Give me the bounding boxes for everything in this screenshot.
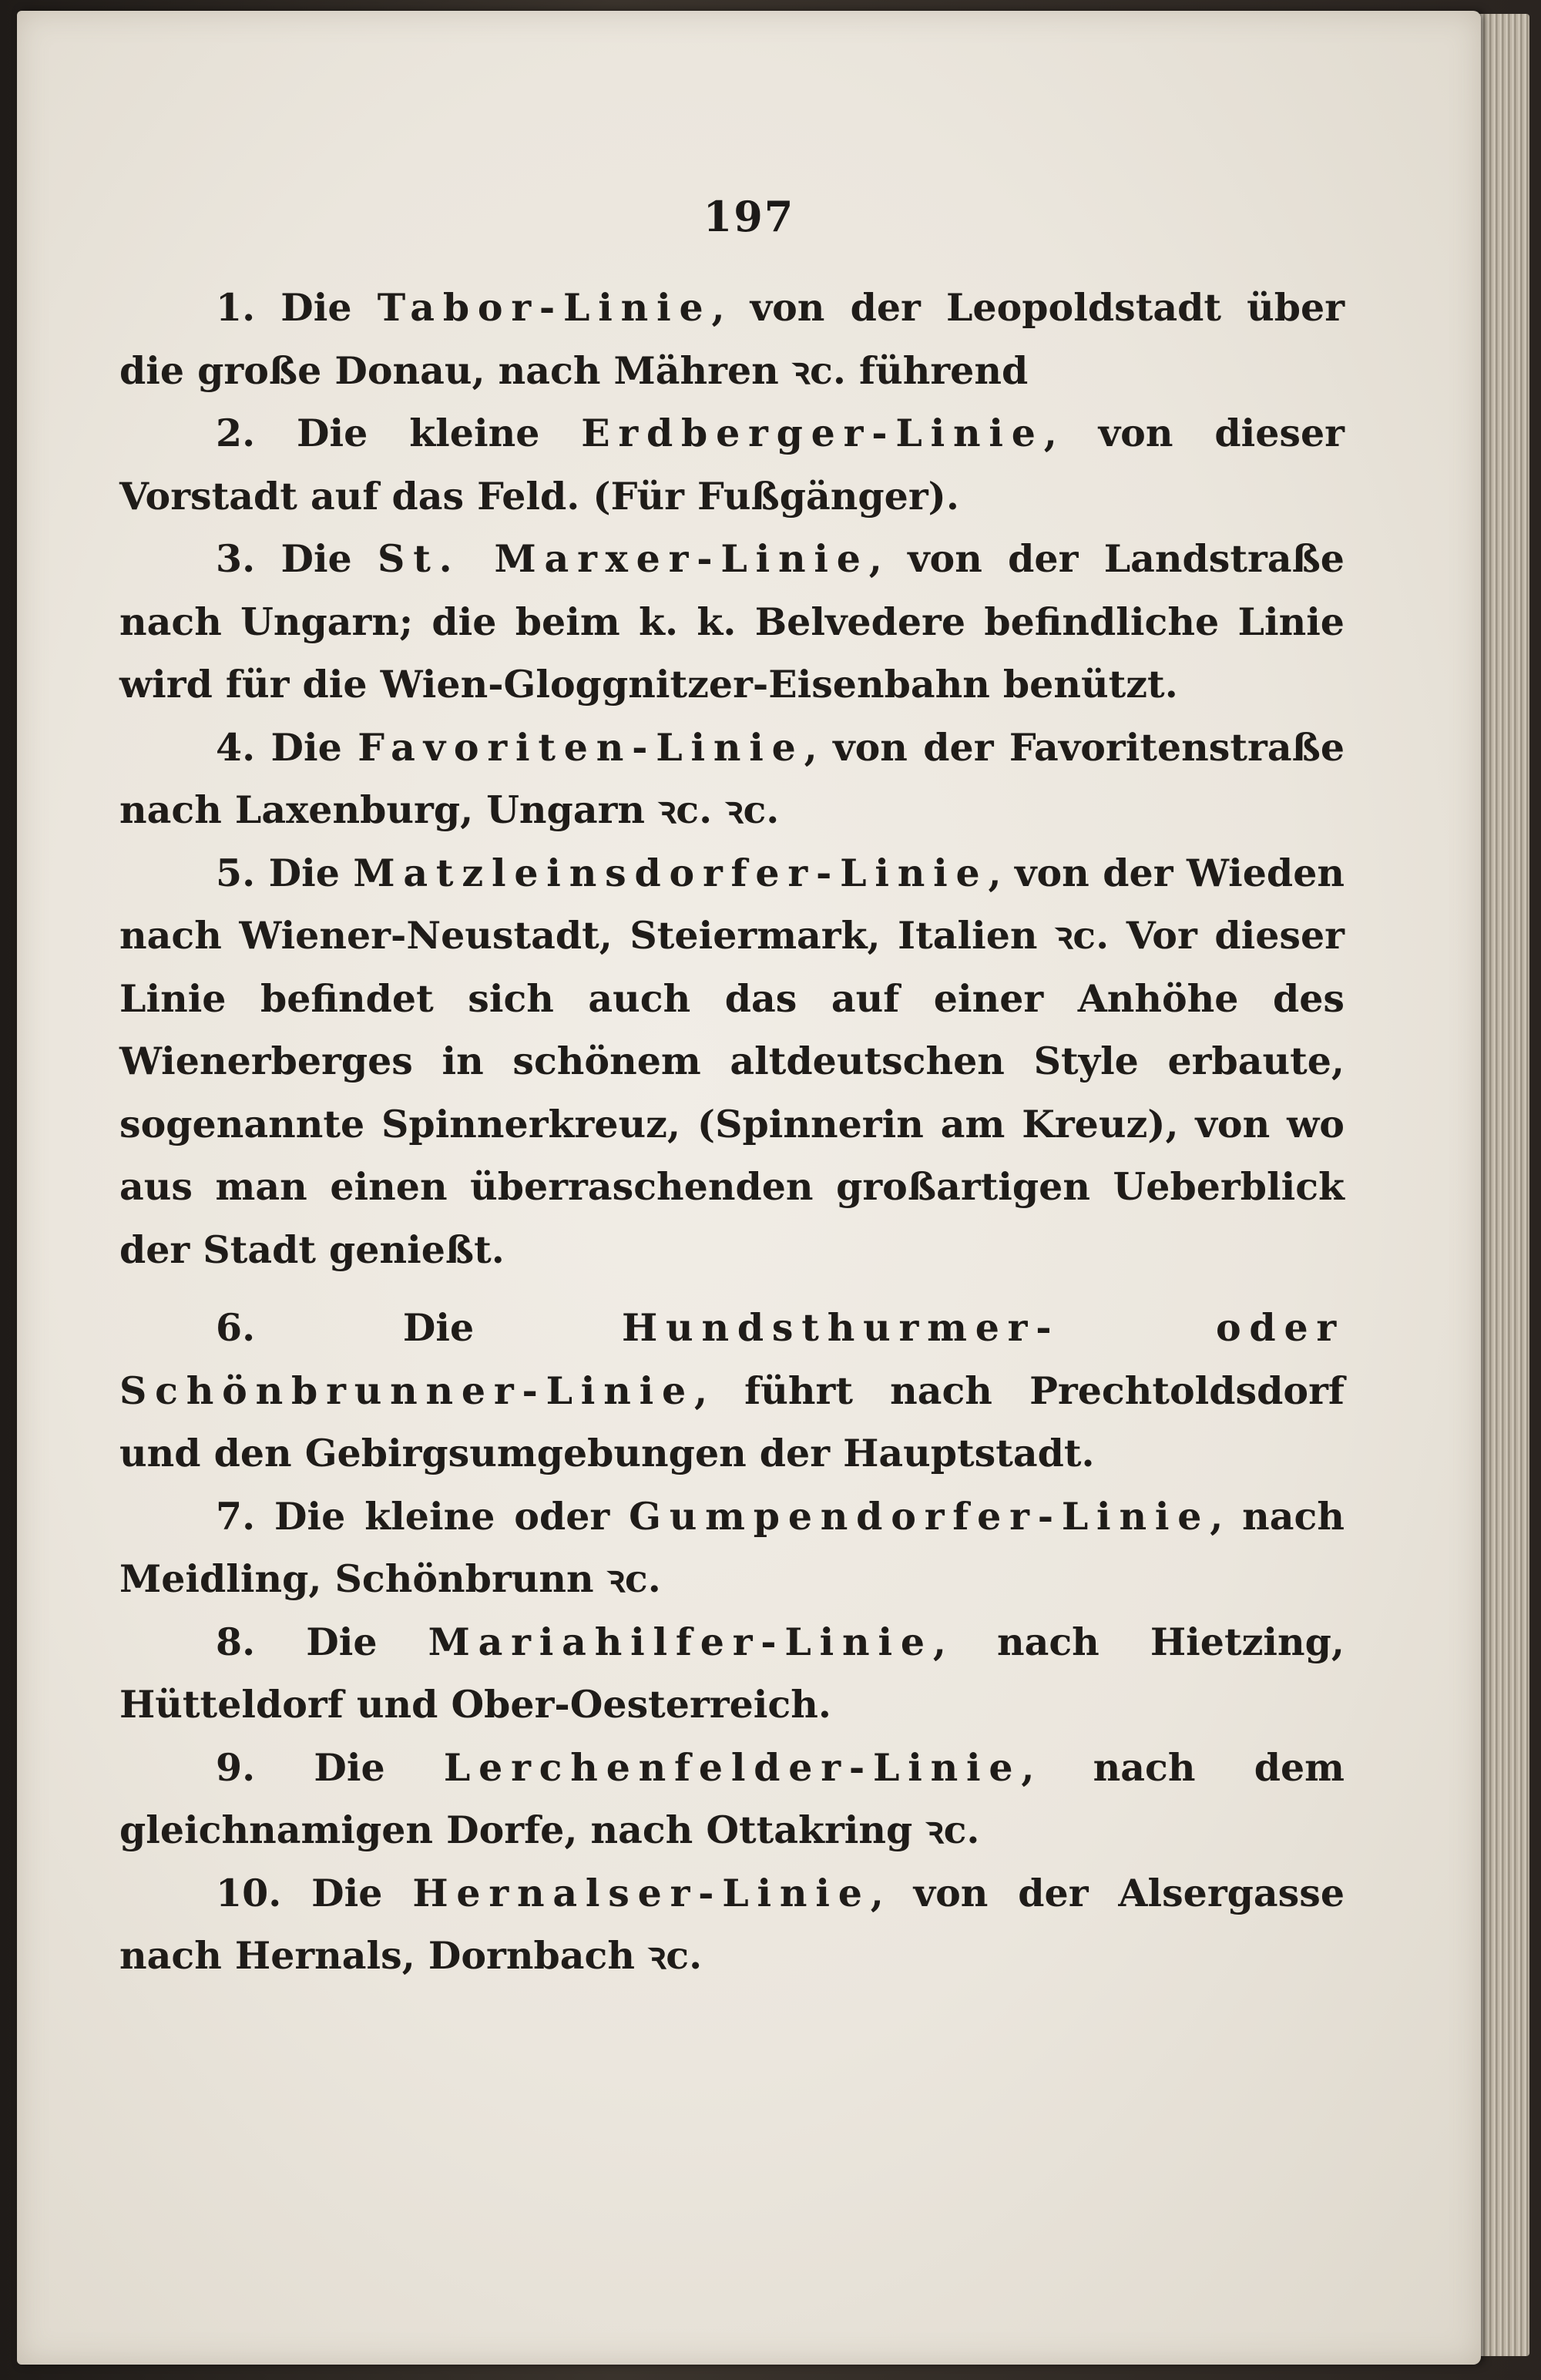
item-description: , nach Hietzing, Hütteldorf und Ober-Oesterreich. (119, 1619, 1345, 1727)
line-name: Mariahilfer-Linie (428, 1619, 933, 1664)
line-name: Lerchenfelder-Linie (443, 1744, 1022, 1790)
item-number: 8. (216, 1619, 256, 1664)
book-page (17, 11, 1481, 2365)
list-item (119, 1737, 1345, 1862)
item-number: 2. (216, 411, 256, 455)
list-item (119, 528, 1345, 717)
item-number: 10. (216, 1870, 282, 1915)
item-description: , von dieser Vorstadt auf das Feld. (Für Fußgänger). (119, 411, 1345, 519)
list-item (119, 842, 1345, 1282)
line-name: Favoriten-Linie (358, 724, 804, 770)
line-name: Hernalser-Linie (412, 1870, 871, 1915)
item-description: , nach Meidling, Schönbrunn ꝛc. (119, 1493, 1345, 1601)
item-number: 3. (216, 536, 256, 581)
item-number: 4. (216, 724, 256, 770)
list-item (119, 1611, 1345, 1737)
page-number: 197 (703, 192, 795, 241)
list-item (119, 402, 1345, 528)
item-number: 9. (216, 1744, 256, 1790)
item-prefix: Die (255, 1744, 444, 1790)
line-name: Hundsthurmer- oder Schönbrunner-Linie (119, 1305, 1345, 1413)
line-name: Erdberger-Linie (581, 411, 1044, 455)
list-item (119, 1297, 1345, 1485)
item-prefix: Die (255, 850, 354, 895)
item-description: , führt nach Prechtoldsdorf und den Gebirgsumgebungen der Hauptstadt. (119, 1368, 1345, 1475)
item-prefix: Die kleine oder (255, 1493, 629, 1539)
item-prefix: Die (255, 285, 378, 330)
item-number: 1. (216, 285, 256, 330)
item-number: 5. (216, 850, 256, 895)
item-number: 7. (216, 1493, 256, 1539)
item-description: , von der Favoritenstraße nach Laxenburg, Ungarn ꝛc. ꝛc. (119, 724, 1345, 832)
line-name: Matzleinsdorfer-Linie (353, 850, 989, 895)
item-description: , nach dem gleichnamigen Dorfe, nach Ottakring ꝛc. (119, 1744, 1345, 1852)
item-prefix: Die (255, 724, 358, 770)
item-number: 6. (216, 1305, 256, 1350)
line-name: Gumpendorfer-Linie (629, 1493, 1210, 1539)
item-description: , von der Landstraße nach Ungarn; die beim k. k. Belvedere befindliche Linie wird für die Wien-Gloggnitzer-Eisenbahn benützt. (119, 536, 1345, 707)
item-description: , von der Alsergasse nach Hernals, Dornbach ꝛc. (119, 1870, 1345, 1978)
item-prefix: Die (281, 1870, 413, 1915)
line-name: St. Marxer-Linie (378, 536, 869, 581)
line-name: Tabor-Linie (377, 285, 712, 330)
body-text (119, 277, 1345, 1988)
list-item (119, 1485, 1345, 1611)
item-prefix: Die (255, 536, 378, 581)
list-item (119, 1862, 1345, 1988)
item-prefix: Die kleine (255, 411, 582, 455)
list-item (119, 717, 1345, 842)
item-description: , von der Leopoldstadt über die große Donau, nach Mähren ꝛc. führend (119, 285, 1345, 393)
item-prefix: Die (255, 1619, 428, 1664)
list-item (119, 277, 1345, 402)
item-description: , von der Wieden nach Wiener-Neustadt, Steiermark, Italien ꝛc. Vor dieser Linie befindet sich auch das auf einer Anhöhe des Wienerberges in schönem altdeutschen Style erbaute, sogenannte Spinnerkreuz, (Spinnerin am Kreuz), von wo aus man einen überraschenden großartigen Ueberblick der Stadt genießt. (119, 850, 1345, 1272)
item-prefix: Die (255, 1305, 622, 1350)
